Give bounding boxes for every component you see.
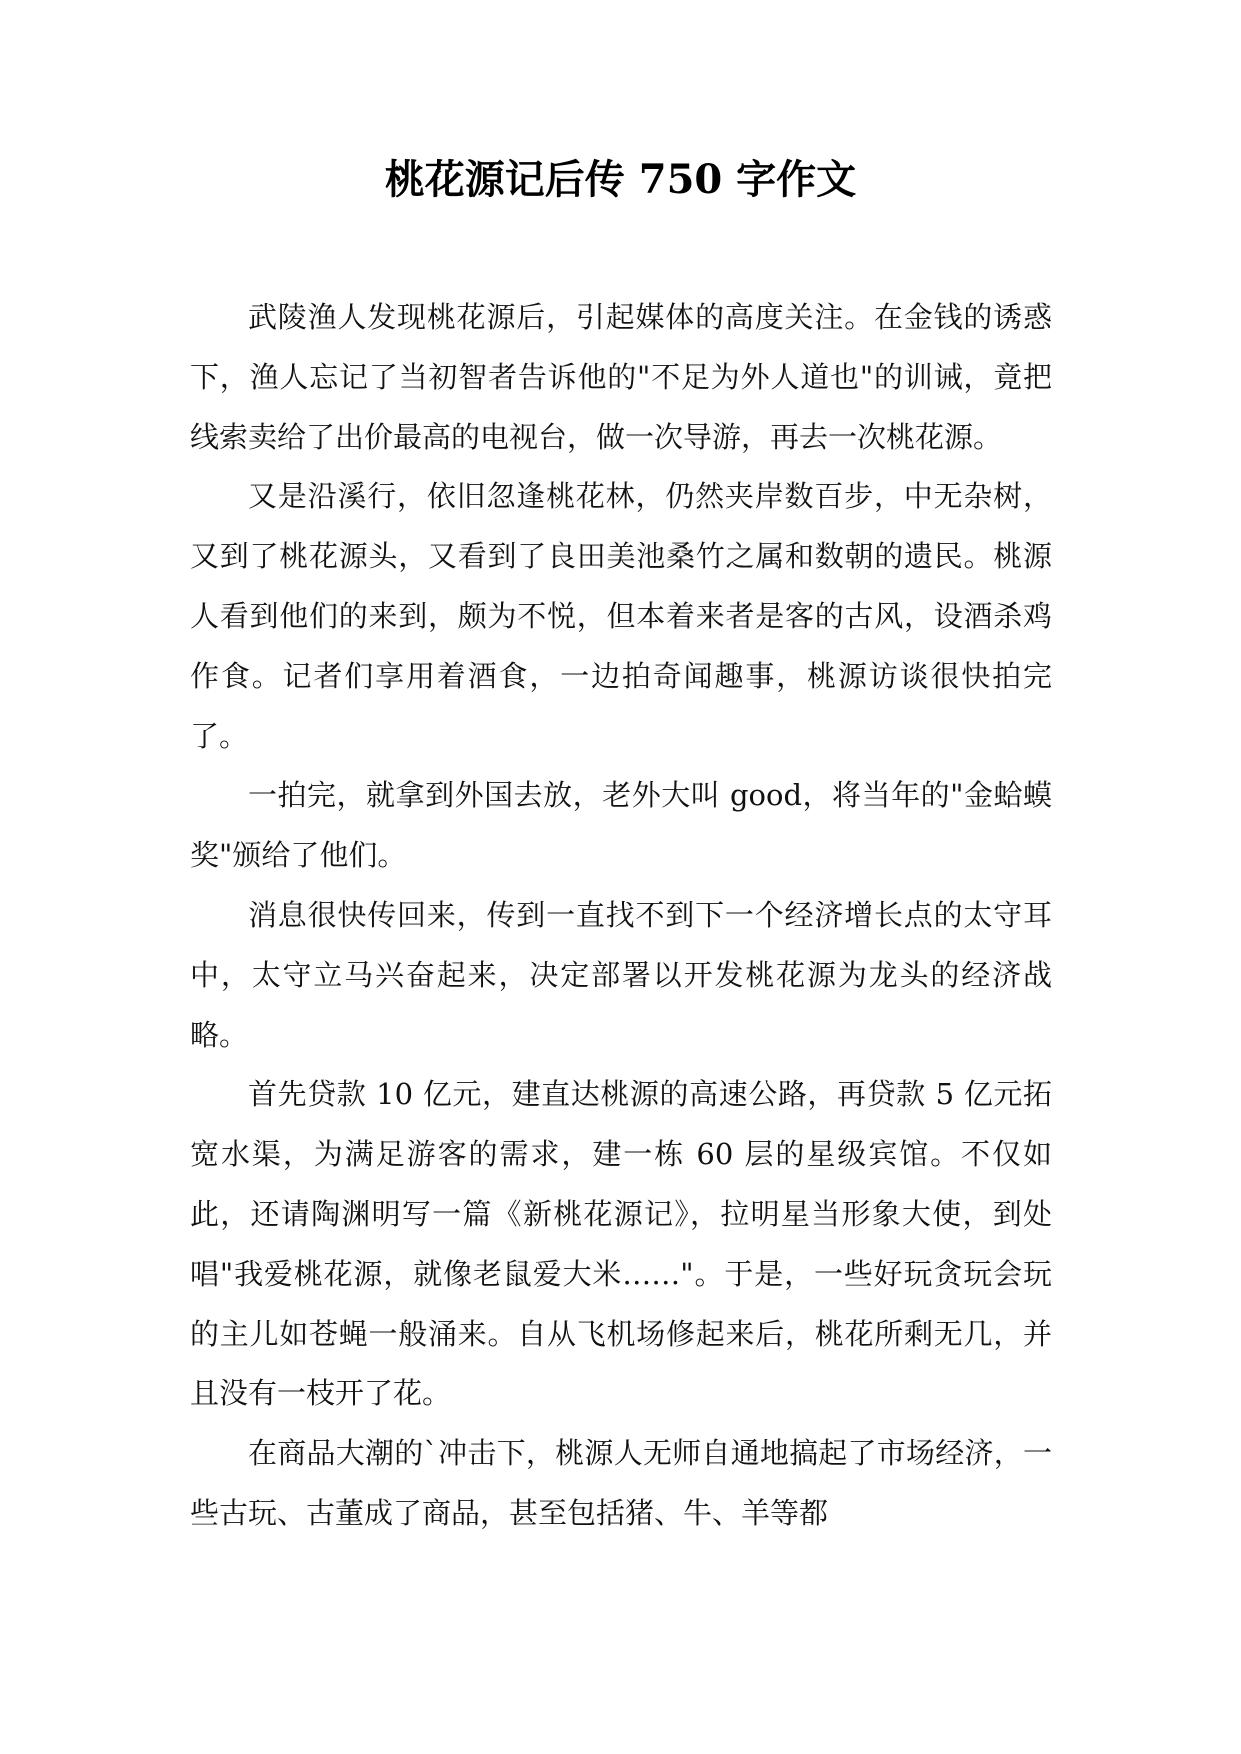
paragraph-1: 武陵渔人发现桃花源后，引起媒体的高度关注。在金钱的诱惑下，渔人忘记了当初智者告诉他的"不足为外人道也"的训诫，竟把线索卖给了出价最高的电视台，做一次导游，再去一次桃花源。 [190, 300, 1052, 454]
paragraph-3: 一拍完，就拿到外国去放，老外大叫 good，将当年的"金蛤蟆奖"颁给了他们。 [190, 778, 1052, 873]
document-title: 桃花源记后传 750 字作文 [384, 156, 857, 203]
document-body [190, 288, 1052, 1544]
paragraph-6: 在商品大潮的`冲击下，桃源人无师自通地搞起了市场经济，一些古玩、古董成了商品，甚至包括猪、牛、羊等都 [190, 1436, 1052, 1530]
paragraph-4: 消息很快传回来，传到一直找不到下一个经济增长点的太守耳中，太守立马兴奋起来，决定部署以开发桃花源为龙头的经济战略。 [190, 897, 1052, 1052]
paragraph-5: 首先贷款 10 亿元，建直达桃源的高速公路，再贷款 5 亿元拓宽水渠，为满足游客的需求，建一栋 60 层的星级宾馆。不仅如此，还请陶渊明写一篇《新桃花源记》，拉明星当形象大使，到处唱"我爱桃花源，就像老鼠爱大米……"。于是，一些好玩贪玩会玩的主儿如苍蝇一般涌来。自从飞机场修起来后，桃花所剩无几，并且没有一枝开了花。 [190, 1077, 1052, 1411]
paragraph-2: 又是沿溪行，依旧忽逢桃花林，仍然夹岸数百步，中无杂树，又到了桃花源头，又看到了良田美池桑竹之属和数朝的遗民。桃源人看到他们的来到，颇为不悦，但本着来者是客的古风，设酒杀鸡作食。记者们享用着酒食，一边拍奇闻趣事，桃源访谈很快拍完了。 [190, 479, 1052, 753]
